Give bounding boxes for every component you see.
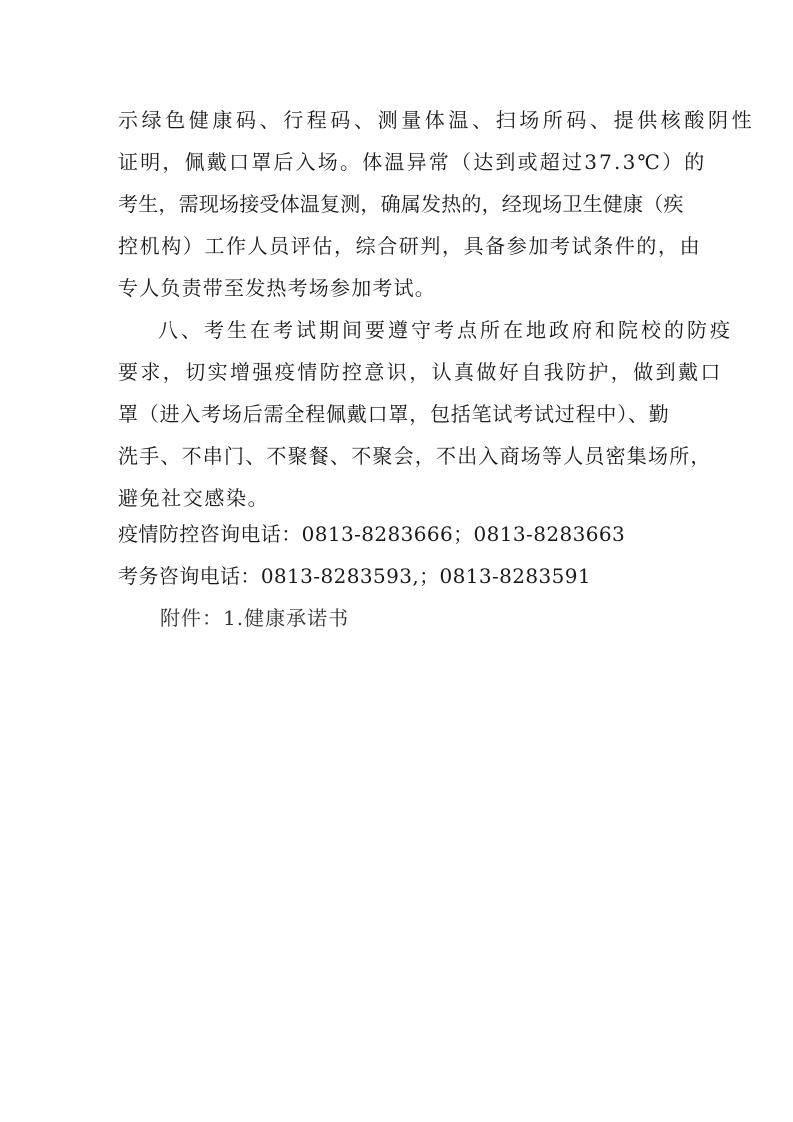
attachment-label: 附件： xyxy=(160,606,223,630)
paragraph-line: 专人负责带至发热考场参加考试。 xyxy=(118,276,436,300)
paragraph-line: 控机构）工作人员评估，综合研判，具备参加考试条件的，由 xyxy=(118,234,702,258)
paragraph-line: 罩（进入考场后需全程佩戴口罩，包括笔试考试过程中）、勤 xyxy=(118,402,670,426)
paragraph-line: 证明，佩戴口罩后入场。体温异常（达到或超过37.3℃）的 xyxy=(118,150,707,174)
exam-hotline-numbers: 0813-8283593,；0813-8283591 xyxy=(260,564,592,588)
attachment-line xyxy=(160,606,349,630)
paragraph-line: 示绿色健康码、行程码、测量体温、扫场所码、提供核酸阴性 xyxy=(118,108,756,132)
epidemic-hotline xyxy=(118,522,625,546)
paragraph-line: 八、考生在考试期间要遵守考点所在地政府和院校的防疫 xyxy=(158,318,733,342)
attachment-item: 1.健康承诺书 xyxy=(223,606,350,630)
paragraph-line: 避免社交感染。 xyxy=(118,486,270,510)
exam-hotline xyxy=(118,564,591,588)
epidemic-hotline-label: 疫情防控咨询电话： xyxy=(118,522,302,546)
paragraph-line: 考生，需现场接受体温复测，确属发热的，经现场卫生健康（疾 xyxy=(118,192,684,216)
paragraph-line: 要求，切实增强疫情防控意识，认真做好自我防护，做到戴口 xyxy=(118,360,723,384)
epidemic-hotline-numbers: 0813-8283666；0813-8283663 xyxy=(301,522,626,546)
exam-hotline-label: 考务咨询电话： xyxy=(118,564,261,588)
paragraph-line: 洗手、不串门、不聚餐、不聚会，不出入商场等人员密集场所， xyxy=(118,444,712,468)
